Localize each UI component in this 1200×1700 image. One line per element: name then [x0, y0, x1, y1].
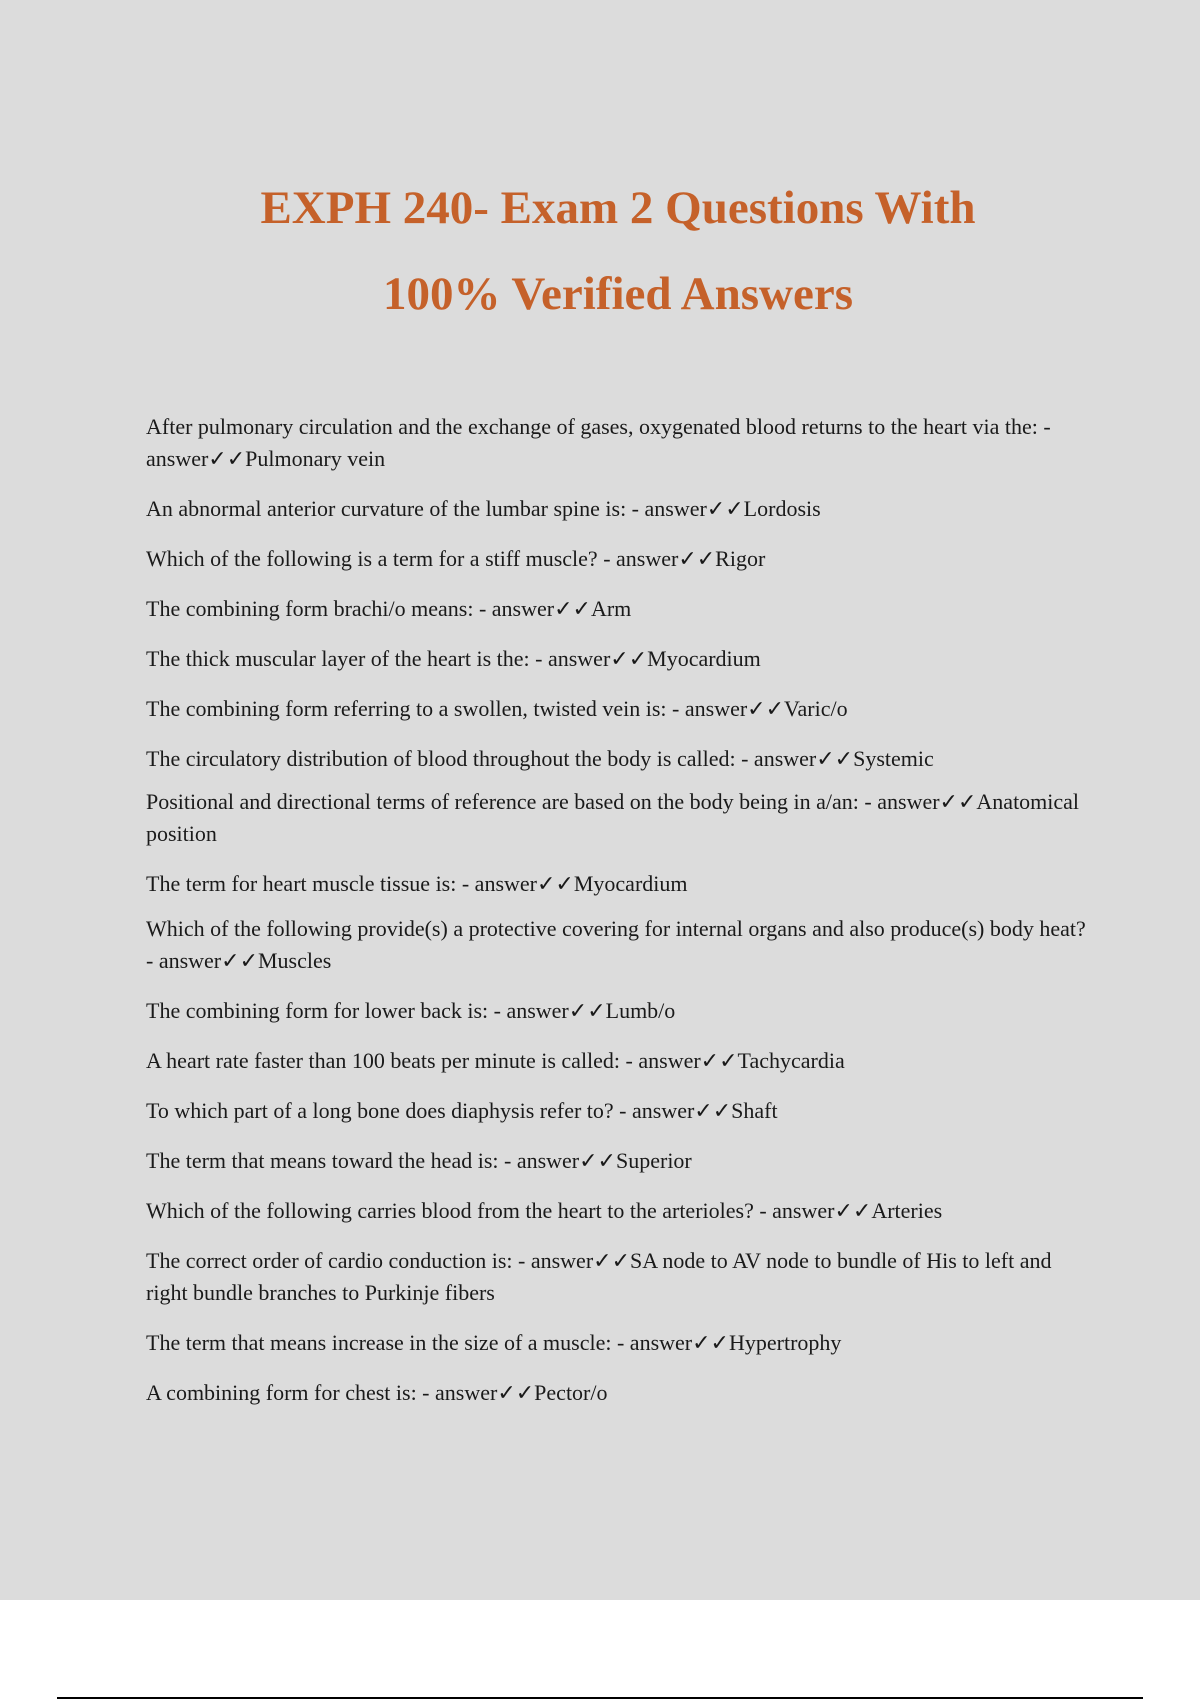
qa-item: The combining form referring to a swollen, twisted vein is: - answer✓✓Varic/o [146, 696, 848, 721]
qa-item: After pulmonary circulation and the exchange of gases, oxygenated blood returns to the heart via the: - answer✓✓Pulmonary vein [146, 414, 1051, 471]
footer-divider [57, 1697, 1143, 1699]
qa-item: An abnormal anterior curvature of the lumbar spine is: - answer✓✓Lordosis [146, 496, 821, 521]
qa-item: The circulatory distribution of blood throughout the body is called: - answer✓✓Systemic [146, 746, 934, 771]
question-answer-list [146, 411, 1096, 1409]
qa-item: The correct order of cardio conduction is: - answer✓✓SA node to AV node to bundle of His to left and right bundle branches to Purkinje fibers [146, 1248, 1052, 1305]
qa-item: Which of the following is a term for a stiff muscle? - answer✓✓Rigor [146, 546, 766, 571]
qa-item: To which part of a long bone does diaphysis refer to? - answer✓✓Shaft [146, 1098, 778, 1123]
document-title [0, 165, 1200, 337]
qa-item: A heart rate faster than 100 beats per minute is called: - answer✓✓Tachycardia [146, 1048, 845, 1073]
qa-item: Positional and directional terms of reference are based on the body being in a/an: - answer✓✓Anatomical position [146, 789, 1080, 846]
title-line-1: EXPH 240- Exam 2 Questions With [260, 182, 976, 234]
qa-item: The term that means toward the head is: - answer✓✓Superior [146, 1148, 692, 1173]
qa-item: A combining form for chest is: - answer✓✓Pector/o [146, 1380, 608, 1405]
qa-item: The combining form for lower back is: - answer✓✓Lumb/o [146, 998, 676, 1023]
qa-item: Which of the following carries blood from the heart to the arterioles? - answer✓✓Arteries [146, 1198, 943, 1223]
qa-item: The term that means increase in the size of a muscle: - answer✓✓Hypertrophy [146, 1330, 842, 1355]
qa-item: The term for heart muscle tissue is: - answer✓✓Myocardium [146, 871, 688, 896]
qa-item: Which of the following provide(s) a protective covering for internal organs and also produce(s) body heat? - answer✓✓Muscles [146, 916, 1086, 973]
title-line-2: 100% Verified Answers [383, 268, 853, 320]
qa-item: The thick muscular layer of the heart is the: - answer✓✓Myocardium [146, 646, 761, 671]
qa-item: The combining form brachi/o means: - answer✓✓Arm [146, 596, 632, 621]
